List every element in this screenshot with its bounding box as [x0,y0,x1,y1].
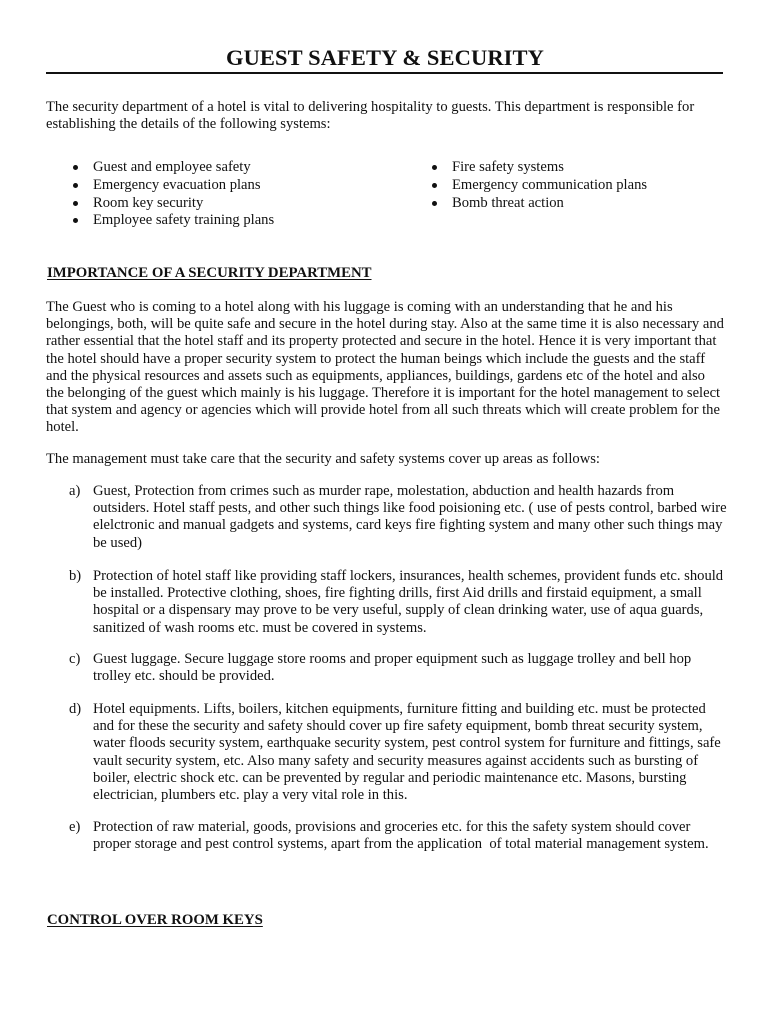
area-item-a [69,483,729,552]
systems-list-right [432,159,647,212]
bullet-icon [432,183,437,188]
area-text: Protection of raw material, goods, provisions and groceries etc. for this the safety system should cover proper storage and pest control systems, apart from the application of total material management system. [93,819,709,853]
area-item-d [69,701,729,804]
bullet-icon [73,183,78,188]
area-text: Protection of hotel staff like providing staff lockers, insurances, health schemes, provident funds etc. should be installed. Protective clothing, shoes, fire fighting drills, first Aid drills and firstaid equipment, a small hospital or a dispensary may prove to be very useful, supply of clean drinking water, use of aqua guards, sanitized of wash rooms etc. must be covered in systems. [93,568,727,636]
section-heading-room-keys: CONTROL OVER ROOM KEYS [47,912,263,928]
area-text: Guest luggage. Secure luggage store rooms and proper equipment such as luggage trolley and bell hop trolley etc. should be provided. [93,651,695,685]
bullet-icon [73,218,78,223]
list-item: Guest and employee safety [73,159,274,177]
systems-list-left [73,159,274,230]
management-intro: The management must take care that the security and safety systems cover up areas as follows: [46,451,600,467]
list-marker: e) [69,819,81,835]
area-item-c [69,651,729,685]
document-title: GUEST SAFETY & SECURITY [225,45,544,70]
list-marker: d) [69,701,82,717]
list-item: Room key security [73,195,274,213]
area-text: Guest, Protection from crimes such as murder rape, molestation, abduction and health hazards from outsiders. Hotel staff pests, and other such things like food poisioning etc. ( use of pests control, barbed wire elelctronic and manual gadgets and systems, card keys fire fighting system and many other such things may be used) [93,483,731,551]
bullet-icon [73,165,78,170]
bullet-icon [432,201,437,206]
area-item-e [69,819,729,853]
list-item: Fire safety systems [432,159,647,177]
list-marker: c) [69,651,81,667]
section-heading-importance: IMPORTANCE OF A SECURITY DEPARTMENT [47,265,372,281]
importance-paragraph: The Guest who is coming to a hotel along with his luggage is coming with an understanding that he and his belongings, both, will be quite safe and secure in the hotel during stay. Also at the same time it is also necessary and rather essential that the hotel staff and its property protected and secure in the hotel. Hence it is very important that the hotel should have a proper security system to protect the human beings which include the guests and the staff and the physical resources and assets such as equipments, appliances, buildings, gardens etc of the hotel and also the belonging of the guest which mainly is his luggage. Therefore it is important for the hotel management to select that system and agency or agencies which will provide hotel from all such threats which will create problem for the hotel. [46,299,724,436]
title-divider [46,72,723,74]
list-marker: b) [69,568,82,584]
list-item: Bomb threat action [432,195,647,213]
area-item-b [69,568,729,637]
intro-paragraph: The security department of a hotel is vital to delivering hospitality to guests. This department is responsible for establishing the details of the following systems: [46,99,695,133]
list-marker: a) [69,483,81,499]
bullet-icon [432,165,437,170]
list-item: Emergency communication plans [432,177,647,195]
list-item: Emergency evacuation plans [73,177,274,195]
list-item: Employee safety training plans [73,212,274,230]
bullet-icon [73,201,78,206]
area-text: Hotel equipments. Lifts, boilers, kitchen equipments, furniture fitting and building etc. must be protected and for these the security and safety should cover up fire safety equipment, bomb threat security system, water floods security system, earthquake security system, pest control system for furniture and fittings, safe vault security system, etc. Also many safety and security measures against accidents such as bursting of boiler, electric shock etc. can be prevented by regular and periodic maintenance etc. Masons, bursting electrician, plumbers etc. play a very vital role in this. [93,701,725,804]
